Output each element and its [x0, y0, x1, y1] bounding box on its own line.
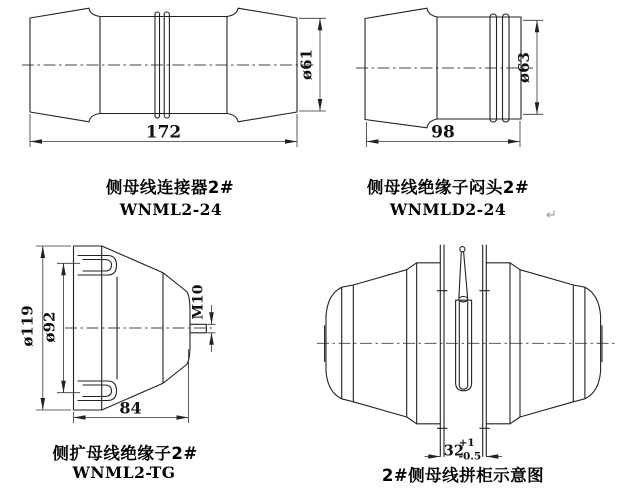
assembly-pin-needle [459, 252, 468, 297]
assembly-panel-plates [438, 245, 490, 457]
assembly-pin-collar [459, 297, 468, 302]
plug-model: WNMLD2-24 [389, 200, 507, 219]
expander-thread-value: M10 [190, 284, 207, 320]
assembly-barrel-right [486, 263, 602, 424]
expander-length-value: 84 [119, 398, 142, 418]
figure-cabinet-assembly [317, 245, 618, 485]
assembly-pin-ball [460, 247, 465, 252]
expander-bore-dia-value: ø92 [40, 311, 59, 343]
expander-thread-extension-lines [207, 324, 215, 333]
assembly-gap-value: 32 [443, 442, 464, 460]
connector-caption: 侧母线连接器2# [105, 178, 235, 197]
expander-caption: 侧扩母线绝缘子2# [52, 444, 198, 463]
figure-busbar-connector [22, 8, 326, 219]
plug-diameter-value: ø63 [515, 52, 533, 83]
figure-flared-insulator [19, 246, 216, 482]
plug-caption: 侧母线绝缘子闷头2# [366, 178, 530, 197]
assembly-center-capsule [456, 300, 472, 391]
figure-insulator-plug [356, 8, 557, 223]
assembly-caption: 2#侧母线拼柜示意图 [381, 466, 545, 485]
assembly-gap-tolerance-lower: -0.5 [458, 450, 482, 463]
expander-model: WNML2-TG [72, 463, 176, 482]
expander-outer-dia-value: ø119 [18, 305, 37, 347]
paragraph-mark: ↵ [546, 208, 557, 223]
connector-length-value: 172 [145, 122, 182, 143]
expander-stud [190, 324, 206, 333]
assembly-gap-tolerance-upper: +1 [458, 437, 475, 449]
connector-model: WNML2-24 [119, 200, 223, 219]
plug-length-value: 98 [431, 122, 455, 143]
connector-diameter-value: ø61 [297, 49, 316, 80]
